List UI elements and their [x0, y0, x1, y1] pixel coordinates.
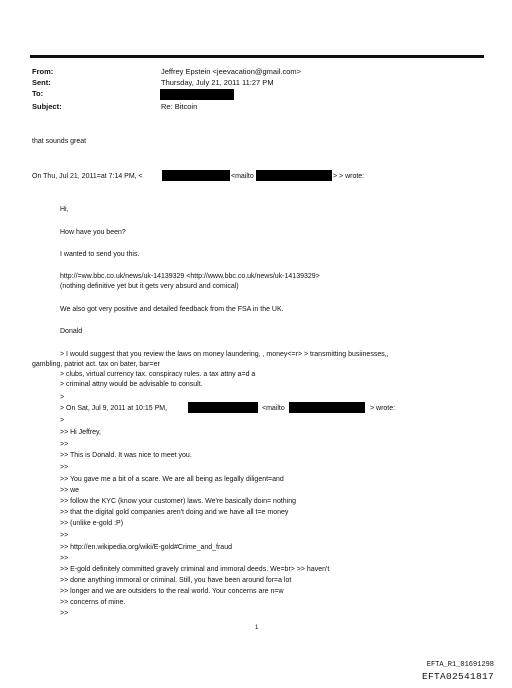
mailto-redaction — [256, 170, 332, 181]
body-line: http://=ww.bbc.co.uk/news/uk-14139329 <http://www.bbc.co.uk/news/uk-14139329> — [60, 273, 320, 280]
sent-label: Sent: — [32, 78, 51, 87]
body-line: >> follow the KYC (know your customer) laws. We're basically doin= nothing — [60, 498, 297, 505]
subject-value: Re: Bitcoin — [161, 102, 198, 111]
footer-bates-id-2: EFTA02541817 — [421, 671, 494, 682]
body-line: > — [60, 417, 65, 424]
body-line: (nothing definitive yet but it gets very absurd and comical) — [60, 283, 239, 290]
sent-value: Thursday, July 21, 2011 11:27 PM — [161, 78, 274, 87]
nested-quote-mailto: <mailto — [262, 405, 285, 412]
body-line: gambling, patriot act. tax on bater, bar=er — [32, 361, 160, 368]
footer-bates-id-1: EFTA_R1_01691298 — [426, 661, 494, 669]
from-value: Jeffrey Epstein <jeevacation@gmail.com> — [161, 67, 302, 76]
body-line: > — [60, 394, 65, 401]
quote-intro-start: On Thu, Jul 21, 2011=at 7:14 PM, < — [32, 173, 143, 180]
reply-text: that sounds great — [32, 138, 87, 145]
body-line: >> concerns of mine. — [60, 599, 126, 606]
body-line: >> — [60, 532, 69, 539]
nested-quote-end: > wrote: — [370, 405, 396, 412]
page-number: 1 — [255, 625, 259, 631]
body-line: >> that the digital gold companies aren't doing and we have all t=e money — [60, 509, 289, 516]
signature: Donald — [60, 328, 83, 335]
to-redaction — [160, 89, 234, 100]
nested-quote-intro: > On Sat, Jul 9, 2011 at 10:15 PM, — [60, 405, 168, 412]
body-line: We also got very positive and detailed feedback from the FSA in the UK. — [60, 306, 284, 313]
from-label: From: — [32, 67, 54, 76]
nested-mailto-redaction — [289, 402, 365, 413]
body-line: > criminal attny would be advisable to consult. — [60, 381, 203, 388]
body-line: >> (unlike e-gold :P) — [60, 520, 124, 527]
body-line: >> we — [60, 487, 80, 494]
body-line: >> done anything immoral or criminal. Still, you have been around for=a lot — [60, 577, 292, 584]
quote-intro-end: > > wrote: — [333, 173, 365, 180]
body-line: > clubs, virtual currency tax. conspiracy rules. a tax attny a=d a — [60, 371, 256, 378]
body-line: Hi, — [60, 206, 69, 213]
body-link: >> http://en.wikipedia.org/wiki/E-gold#Crime_and_fraud — [60, 544, 232, 551]
body-line: >> You gave me a bit of a scare. We are all being as legally diligent=and — [60, 476, 284, 483]
body-line: >> — [60, 441, 69, 448]
quote-intro-mailto: <mailto — [231, 173, 254, 180]
body-line: How have you been? — [60, 229, 126, 236]
body-line: >> E-gold definitely committed gravely criminal and immoral deeds. We=br> >> haven't — [60, 566, 330, 573]
body-line: >> This is Donald. It was nice to meet you. — [60, 452, 192, 459]
body-line: >> — [60, 555, 69, 562]
to-label: To: — [32, 89, 44, 98]
header-rule — [30, 55, 484, 58]
body-line: >> longer and we are outsiders to the real world. Your concerns are n=w — [60, 588, 284, 595]
subject-label: Subject: — [32, 102, 62, 111]
body-line: I wanted to send you this. — [60, 251, 140, 258]
body-line: >> — [60, 464, 69, 471]
body-line: > I would suggest that you review the laws on money laundering, , money<=r> > transmitting busiinesses,, — [60, 351, 389, 358]
nested-sender-redaction — [188, 402, 258, 413]
sender-redaction — [162, 170, 230, 181]
body-line: >> — [60, 610, 69, 617]
body-line: >> Hi Jeffrey, — [60, 429, 101, 436]
